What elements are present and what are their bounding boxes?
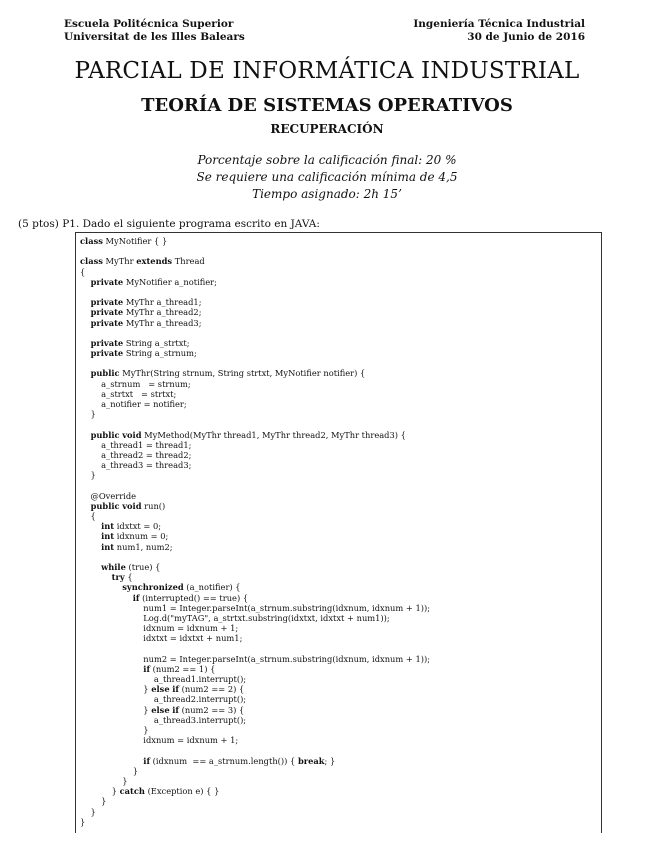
code-line: if (idxnum == a_strnum.length()) { break; } xyxy=(143,755,336,766)
degree-name: Ingeniería Técnica Industrial xyxy=(413,18,585,30)
code-block xyxy=(76,233,601,827)
code-line: } xyxy=(80,765,139,776)
code-line: private String a_strtxt; xyxy=(90,337,190,348)
code-line: int idxtxt = 0; xyxy=(101,521,162,532)
code-line: public MyThr(String strnum, String strtxt, MyNotifier notifier) { xyxy=(90,368,366,379)
code-line: a_thread1.interrupt(); xyxy=(80,674,247,685)
code-line: while (true) { xyxy=(101,562,161,572)
code-line xyxy=(80,419,601,429)
code-line: int num1, num2; xyxy=(101,541,173,552)
code-line xyxy=(80,246,601,256)
code-line xyxy=(80,745,601,755)
code-line: idxnum = idxnum + 1; xyxy=(80,623,239,634)
question-label: (5 ptos) P1. Dado el siguiente programa escrito en JAVA: xyxy=(18,218,320,230)
code-line: a_thread1 = thread1; xyxy=(80,439,192,450)
code-line: a_thread2 = thread2; xyxy=(80,449,192,460)
time-info: Tiempo asignado: 2h 15’ xyxy=(252,187,402,201)
code-line: } else if (num2 == 2) { xyxy=(80,684,245,695)
code-line: if (interrupted() == true) { xyxy=(132,592,249,603)
code-line xyxy=(80,328,601,338)
code-line: if (num2 == 1) { xyxy=(143,663,216,674)
code-line: } xyxy=(80,816,86,827)
code-line: a_strtxt = strtxt; xyxy=(80,388,177,399)
code-line xyxy=(80,481,601,491)
session-title: RECUPERACIÓN xyxy=(270,122,384,136)
code-line: a_strnum = strnum; xyxy=(80,378,191,389)
code-line: } xyxy=(80,409,96,420)
code-line xyxy=(80,552,601,562)
code-line: a_thread3.interrupt(); xyxy=(80,714,247,725)
code-line: a_thread2.interrupt(); xyxy=(80,694,247,705)
code-line: Log.d("myTAG", a_strtxt.substring(idxtxt, idxtxt + num1)); xyxy=(80,612,390,623)
code-line: synchronized (a_notifier) { xyxy=(122,582,241,593)
code-line: private MyThr a_thread3; xyxy=(90,317,202,328)
minimum-grade-info: Se requiere una calificación mínima de 4,5 xyxy=(196,170,458,184)
code-line: } xyxy=(80,470,96,481)
code-line xyxy=(80,644,601,654)
code-line: } xyxy=(80,796,107,807)
percentage-info: Porcentaje sobre la calificación final: 20 % xyxy=(197,153,457,167)
code-line: } xyxy=(80,725,149,735)
code-line: public void run() xyxy=(90,500,166,511)
code-line xyxy=(80,287,601,297)
code-line: private MyNotifier a_notifier; xyxy=(90,276,217,287)
code-line: } else if (num2 == 3) { xyxy=(80,704,245,715)
code-line: class MyThr extends Thread xyxy=(80,256,205,267)
code-line: { xyxy=(80,266,86,277)
header-left xyxy=(64,18,245,44)
code-line: idxtxt = idxtxt + num1; xyxy=(80,633,243,644)
code-line: } xyxy=(80,806,96,817)
code-line: public void MyMethod(MyThr thread1, MyThr thread2, MyThr thread3) { xyxy=(90,429,406,440)
university-name: Universitat de les Illes Balears xyxy=(64,31,245,43)
code-line: try { xyxy=(111,572,133,583)
code-line: private MyThr a_thread2; xyxy=(90,307,202,318)
code-line: num2 = Integer.parseInt(a_strnum.substring(idxnum, idxnum + 1)); xyxy=(80,653,431,664)
code-line: a_thread3 = thread3; xyxy=(80,460,192,471)
code-line xyxy=(80,358,601,368)
code-line: @Override xyxy=(80,490,137,501)
exam-date: 30 de Junio de 2016 xyxy=(467,31,585,43)
code-line: num1 = Integer.parseInt(a_strnum.substring(idxnum, idxnum + 1)); xyxy=(80,602,431,613)
main-title: PARCIAL DE INFORMÁTICA INDUSTRIAL xyxy=(74,58,580,84)
code-line: } xyxy=(80,775,128,786)
code-line: idxnum = idxnum + 1; xyxy=(80,735,239,746)
code-line: int idxnum = 0; xyxy=(101,531,169,542)
code-line: a_notifier = notifier; xyxy=(80,399,187,409)
header-right xyxy=(413,18,585,44)
code-line: private MyThr a_thread1; xyxy=(90,297,202,308)
code-line: private String a_strnum; xyxy=(90,348,197,359)
subject-title: TEORÍA DE SISTEMAS OPERATIVOS xyxy=(141,95,513,116)
exam-info xyxy=(0,152,654,203)
code-line: class MyNotifier { } xyxy=(80,236,168,246)
code-line: } catch (Exception e) { } xyxy=(80,786,220,797)
code-listing xyxy=(75,232,602,833)
school-name: Escuela Politécnica Superior xyxy=(64,18,234,30)
code-line: { xyxy=(80,511,96,522)
